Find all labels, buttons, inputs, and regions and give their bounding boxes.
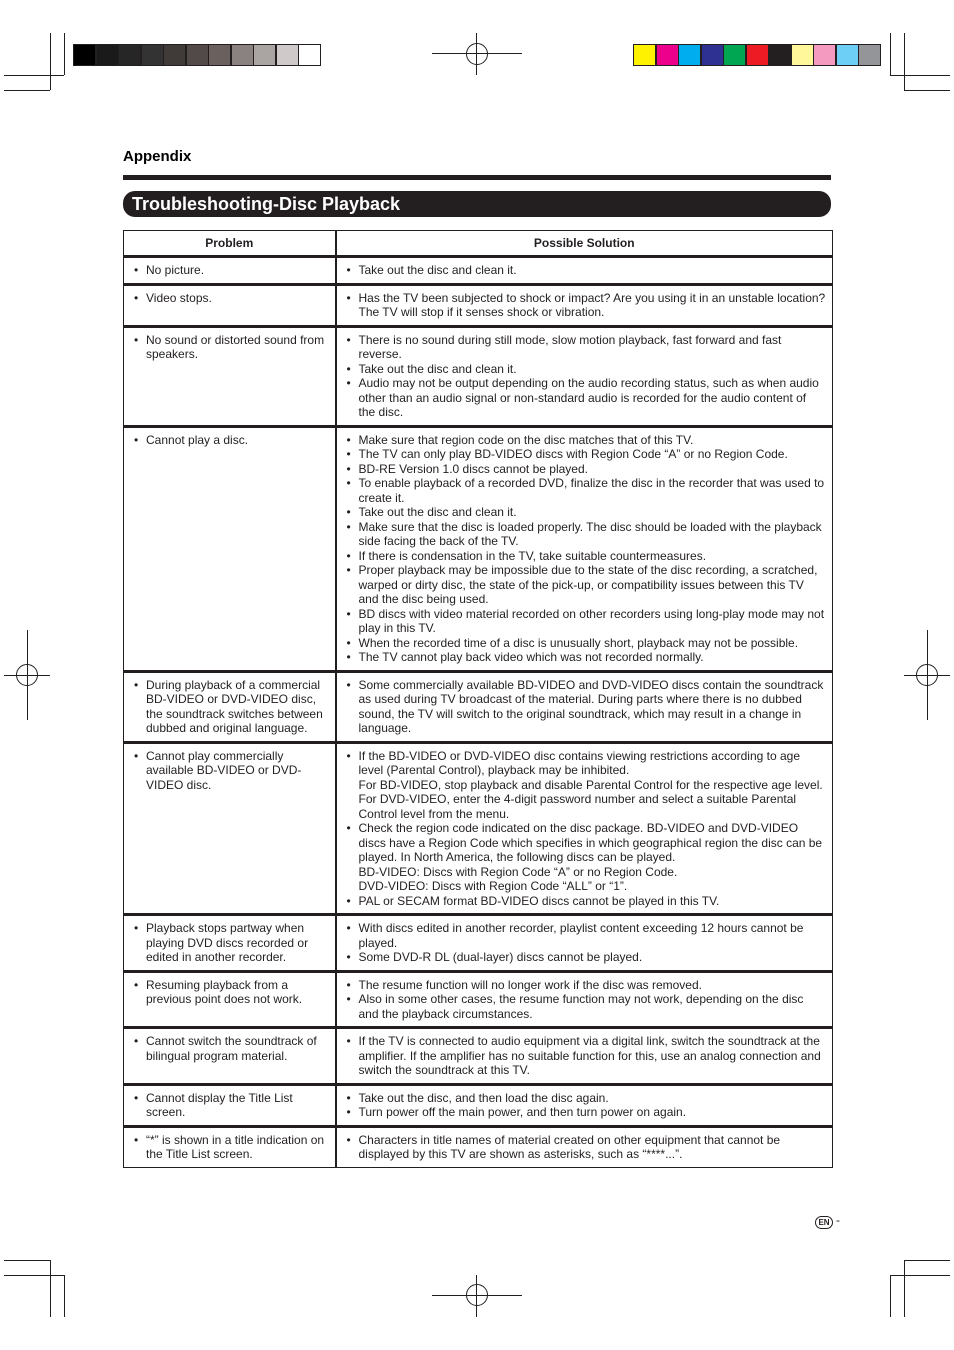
solution-cell [336,971,833,1028]
solution-cell [336,426,833,671]
color-swatch [858,44,881,66]
color-swatch [836,44,859,66]
solution-item: • Also in some other cases, the resume function may not work, depending on the disc and the playback circumstances. [347,992,827,1021]
page-title-bar [123,191,831,217]
solution-item: • If the BD-VIDEO or DVD-VIDEO disc contains viewing restrictions according to age level (Parental Control), playback may be inhibited. For BD-VIDEO, stop playback and disable Parental Control for the respective age level. For DVD-VIDEO, enter the 4-digit password number and select a suitable Parental Control level from the menu. [347,749,827,822]
problem-cell [124,426,336,671]
column-header-problem: Problem [124,231,336,257]
problem-text: • Cannot play commercially available BD-VIDEO or DVD-VIDEO disc. [134,749,331,793]
solution-item: • Some commercially available BD-VIDEO and DVD-VIDEO discs contain the soundtrack as used during TV broadcast of the material. During parts where there is no dubbed sound, the TV will switch to the original soundtrack, which may result in a change in language. [347,678,827,736]
color-swatch [656,44,679,66]
solution-item: • Take out the disc and clean it. [347,505,827,520]
table-row [124,1084,833,1126]
solution-cell [336,915,833,972]
solution-item: • BD discs with video material recorded on other recorders using long-play mode may not play in this TV. [347,607,827,636]
grayscale-swatch [298,44,321,66]
color-swatch [791,44,814,66]
solution-item: • Take out the disc, and then load the disc again. [347,1091,827,1106]
problem-cell [124,1084,336,1126]
problem-text: • Playback stops partway when playing DVD discs recorded or edited in another recorder. [134,921,331,965]
color-swatch [678,44,701,66]
solution-item: • Has the TV been subjected to shock or impact? Are you using it in an unstable location? The TV will stop if it senses shock or vibration. [347,291,827,320]
solution-item: • Check the region code indicated on the disc package. BD-VIDEO and DVD-VIDEO discs have a Region Code which specifies in which geographical region the disc can be played. In North America, the following discs can be played. BD-VIDEO: Discs with Region Code “A” or no Region Code. DVD-VIDEO: Discs with Region Code “ALL” or “1”. [347,821,827,894]
color-swatch [633,44,656,66]
problem-text: • Video stops. [134,291,331,306]
problem-cell [124,971,336,1028]
table-header-row [124,231,833,257]
table-row [124,284,833,326]
color-swatch [768,44,791,66]
solution-cell [336,284,833,326]
solution-item: • With discs edited in another recorder, playlist content exceeding 12 hours cannot be played. [347,921,827,950]
solution-cell [336,671,833,742]
solution-item: • BD-RE Version 1.0 discs cannot be played. [347,462,827,477]
solution-cell [336,326,833,426]
problem-text: • Cannot play a disc. [134,433,331,448]
problem-text: • Resuming playback from a previous point does not work. [134,978,331,1007]
table-row [124,426,833,671]
solution-item: • The TV cannot play back video which was not recorded normally. [347,650,827,665]
problem-text: • Cannot display the Title List screen. [134,1091,331,1120]
table-row [124,742,833,915]
problem-text: • During playback of a commercial BD-VIDEO or DVD-VIDEO disc, the soundtrack switches between dubbed and original language. [134,678,331,736]
solution-cell [336,257,833,285]
grayscale-swatch [141,44,164,66]
problem-text: • “*” is shown in a title indication on the Title List screen. [134,1133,331,1162]
table-row [124,1028,833,1085]
solution-item: • Some DVD-R DL (dual-layer) discs cannot be played. [347,950,827,965]
grayscale-swatch [208,44,231,66]
solution-cell [336,1084,833,1126]
solution-item: • Characters in title names of material created on other equipment that cannot be displayed by this TV are shown as asterisks, such as “****...”. [347,1133,827,1162]
color-swatch [813,44,836,66]
solution-item: • To enable playback of a recorded DVD, finalize the disc in the recorder that was used to create it. [347,476,827,505]
grayscale-swatch [231,44,254,66]
problem-text: • Cannot switch the soundtrack of bilingual program material. [134,1034,331,1063]
table-row [124,671,833,742]
solution-item: • PAL or SECAM format BD-VIDEO discs cannot be played in this TV. [347,894,827,909]
problem-text: • No picture. [134,263,331,278]
section-label: Appendix [123,148,192,165]
section-divider [123,175,831,180]
grayscale-swatch [73,44,96,66]
grayscale-swatch [276,44,299,66]
problem-cell [124,284,336,326]
page-title: Troubleshooting-Disc Playback [132,194,401,214]
table-row [124,1126,833,1167]
color-swatch [746,44,769,66]
problem-cell [124,257,336,285]
problem-cell [124,742,336,915]
solution-item: • There is no sound during still mode, slow motion playback, fast forward and fast reverse. [347,333,827,362]
page-number-suffix: - [836,1213,840,1227]
solution-cell [336,1028,833,1085]
solution-item: • Audio may not be output depending on the audio recording status, such as when audio other than an audio signal or non-standard audio is recorded for the audio content of the disc. [347,376,827,420]
solution-item: • Take out the disc and clean it. [347,362,827,377]
column-header-solution: Possible Solution [336,231,833,257]
table-row [124,326,833,426]
solution-cell [336,1126,833,1167]
grayscale-swatch [118,44,141,66]
solution-item: • If there is condensation in the TV, take suitable countermeasures. [347,549,827,564]
grayscale-swatch [96,44,119,66]
grayscale-swatch [253,44,276,66]
troubleshooting-table [123,230,833,1168]
grayscale-swatch [186,44,209,66]
color-swatch [701,44,724,66]
solution-item: • Proper playback may be impossible due to the state of the disc recording, a scratched, warped or dirty disc, the state of the pick-up, or compatibility issues between this TV and the disc being used. [347,563,827,607]
solution-item: • Make sure that region code on the disc matches that of this TV. [347,433,827,448]
grayscale-swatch [163,44,186,66]
solution-item: • When the recorded time of a disc is unusually short, playback may not be possible. [347,636,827,651]
problem-cell [124,1126,336,1167]
solution-item: • Turn power off the main power, and then turn power on again. [347,1105,827,1120]
language-badge: EN [815,1216,833,1229]
solution-cell [336,742,833,915]
problem-cell [124,1028,336,1085]
problem-cell [124,915,336,972]
solution-item: • Take out the disc and clean it. [347,263,827,278]
solution-item: • The TV can only play BD-VIDEO discs with Region Code “A” or no Region Code. [347,447,827,462]
table-row [124,915,833,972]
solution-item: • If the TV is connected to audio equipment via a digital link, switch the soundtrack at the amplifier. If the amplifier has no suitable function for this, use an analog connection and switch the soundtrack at this TV. [347,1034,827,1078]
problem-cell [124,671,336,742]
problem-text: • No sound or distorted sound from speakers. [134,333,331,362]
solution-item: • Make sure that the disc is loaded properly. The disc should be loaded with the playback side facing the back of the TV. [347,520,827,549]
problem-cell [124,326,336,426]
table-row [124,971,833,1028]
table-row [124,257,833,285]
solution-item: • The resume function will no longer work if the disc was removed. [347,978,827,993]
color-swatch [723,44,746,66]
